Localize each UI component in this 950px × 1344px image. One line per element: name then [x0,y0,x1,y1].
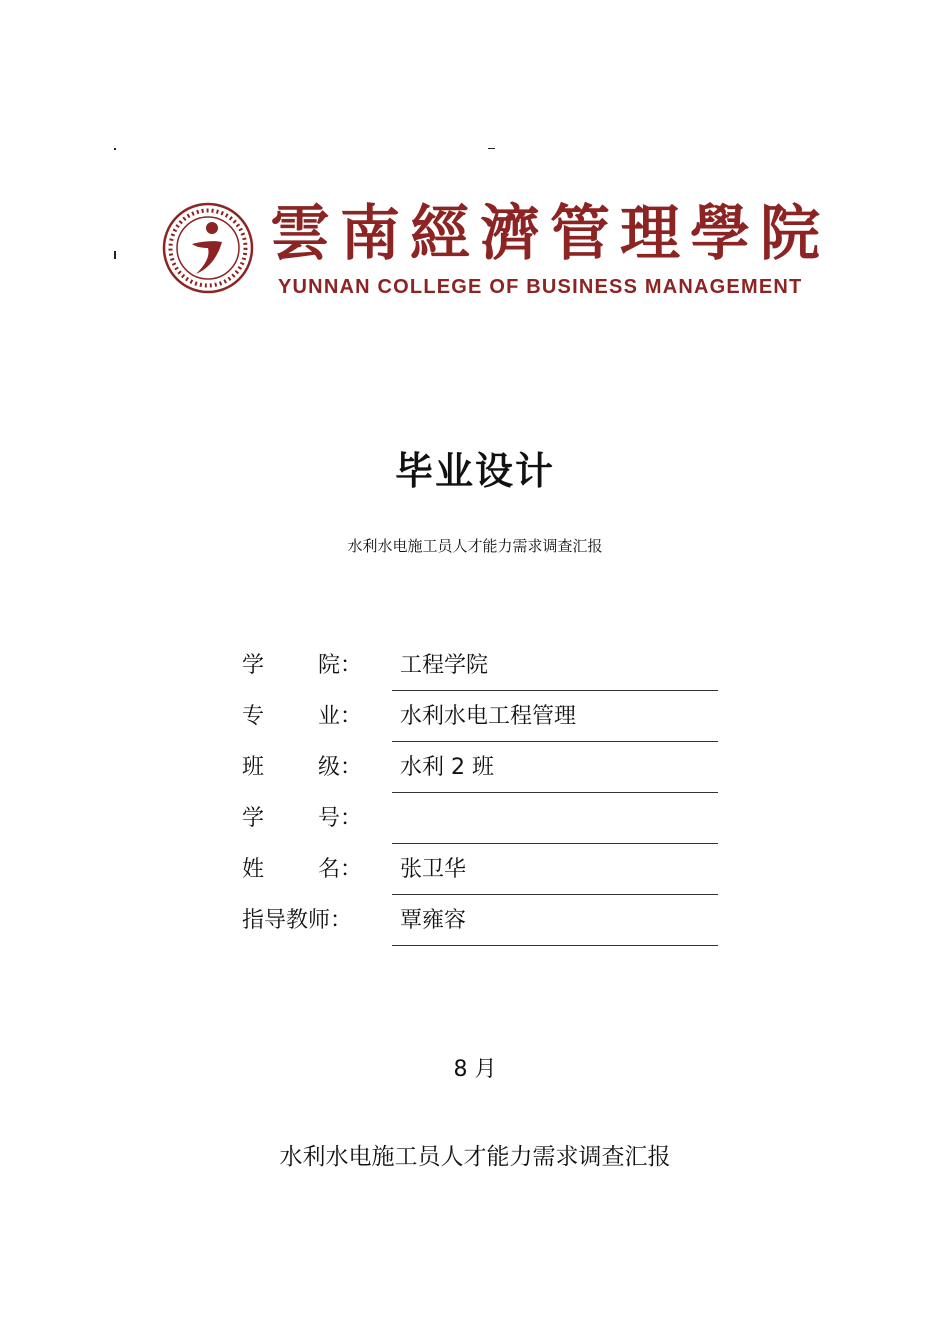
label-char: 号： [318,806,363,831]
label-char: 级： [318,755,363,780]
document-date: 8 月 [453,1057,497,1082]
info-value-field [392,793,718,844]
label-char: 学 [242,653,265,678]
label-text: 指导教师： [242,908,353,933]
info-value-text: 张卫华 [400,857,467,882]
student-info-form [242,640,722,946]
info-value-field [392,691,718,742]
margin-mark-dash [488,148,495,149]
label-char: 学 [242,806,265,831]
label-char: 专 [242,704,265,729]
info-row-college [242,640,722,691]
info-value-field [392,640,718,691]
margin-mark-dot [114,148,116,150]
info-value-text: 覃雍容 [400,908,467,933]
college-name-english: YUNNAN COLLEGE OF BUSINESS MANAGEMENT [278,276,803,298]
label-char: 名： [318,857,363,882]
info-row-advisor [242,895,722,946]
label-char: 姓 [242,857,265,882]
label-char: 班 [242,755,265,780]
document-footer-title: 水利水电施工员人才能力需求调查汇报 [279,1144,671,1170]
info-row-name [242,844,722,895]
document-title: 毕业设计 [394,449,555,493]
margin-mark-tick [114,251,116,259]
document-subtitle: 水利水电施工员人才能力需求调查汇报 [347,537,603,555]
info-value-text: 水利 2 班 [400,755,494,780]
info-value-field [392,742,718,793]
info-value-text: 水利水电工程管理 [400,704,577,729]
info-value-field [392,895,718,946]
label-char: 院： [318,653,363,678]
college-name-chinese: 雲南經濟管理學院 [270,199,830,269]
info-value-text: 工程学院 [400,653,489,678]
label-char: 业： [318,704,363,729]
college-logo [162,198,830,302]
info-row-class [242,742,722,793]
college-seal-icon [162,198,254,298]
info-value-field [392,844,718,895]
info-row-student-id [242,793,722,844]
info-row-major [242,691,722,742]
